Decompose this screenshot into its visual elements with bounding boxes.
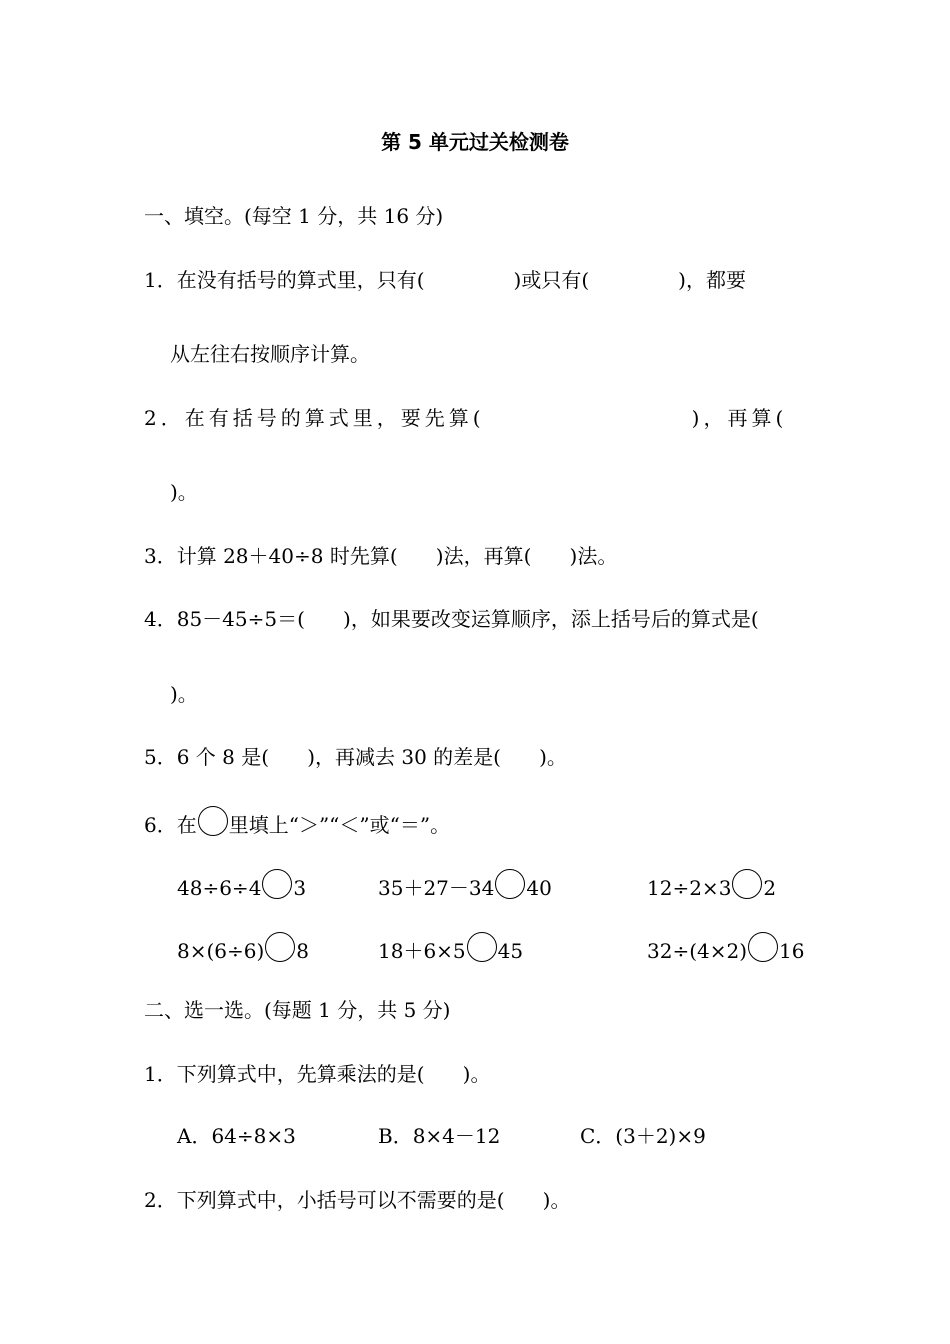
compare-right: 40 [526,876,552,900]
compare-left: 8×(6÷6) [177,939,265,963]
section1-heading: 一、填空。(每空 1 分，共 16 分) [144,204,444,228]
compare-item [177,869,306,902]
compare-right: 16 [779,939,805,963]
question-2-line2: )。 [170,480,198,504]
question-6-prefix: 6．在 [144,813,197,837]
answer-circle-icon[interactable] [748,932,778,962]
option-b[interactable]: B．8×4－12 [378,1124,501,1148]
section2-heading: 二、选一选。(每题 1 分，共 5 分) [144,998,451,1022]
question-3: 3．计算 28＋40÷8 时先算( )法，再算( )法。 [144,544,618,568]
compare-right: 3 [293,876,307,900]
compare-left: 18＋6×5 [378,939,466,963]
compare-right: 45 [497,939,524,963]
compare-right: 2 [763,876,777,900]
question-1-line1: 1．在没有括号的算式里，只有( )或只有( )，都要 [144,268,746,292]
compare-right: 8 [296,939,310,963]
compare-item [647,869,776,902]
question-2-line1: 2．在有括号的算式里，要先算( )，再算( [144,406,788,430]
answer-circle-icon[interactable] [467,932,497,962]
question-5: 5．6 个 8 是( )，再减去 30 的差是( )。 [144,745,567,769]
question-6-instruction [144,806,450,839]
compare-item [647,932,804,965]
option-c[interactable]: C．(3＋2)×9 [580,1124,706,1148]
answer-circle-icon[interactable] [262,869,292,899]
answer-circle-icon[interactable] [265,932,295,962]
question-4-line1: 4．85－45÷5＝( )，如果要改变运算顺序，添上括号后的算式是( [144,607,759,631]
section2-question-2: 2．下列算式中，小括号可以不需要的是( )。 [144,1188,571,1212]
page-title: 第 5 单元过关检测卷 [381,130,569,154]
question-6-suffix: 里填上“＞”“＜”或“＝”。 [228,813,451,837]
compare-item [378,869,552,902]
question-4-line2: )。 [170,682,198,706]
compare-left: 48÷6÷4 [177,876,262,900]
compare-left: 35＋27－34 [378,876,495,900]
compare-left: 12÷2×3 [647,876,732,900]
compare-circle-icon [198,806,228,836]
compare-item [378,932,523,965]
compare-left: 32÷(4×2) [647,939,748,963]
section2-question-1: 1．下列算式中，先算乘法的是( )。 [144,1062,491,1086]
compare-item [177,932,309,965]
option-a[interactable]: A．64÷8×3 [177,1124,296,1148]
answer-circle-icon[interactable] [495,869,525,899]
answer-circle-icon[interactable] [732,869,762,899]
question-1-line2: 从左往右按顺序计算。 [170,342,370,366]
